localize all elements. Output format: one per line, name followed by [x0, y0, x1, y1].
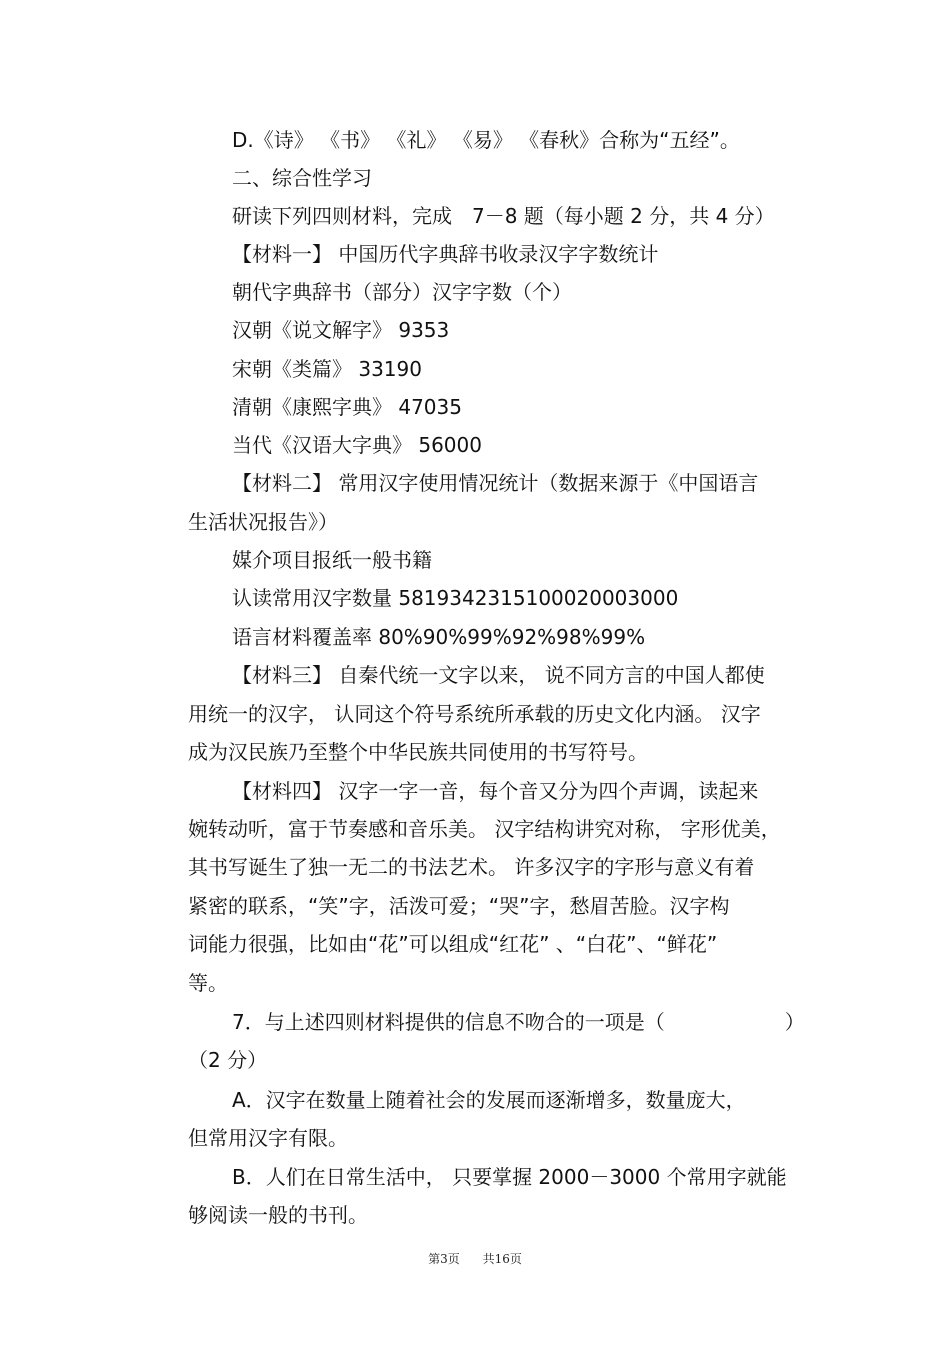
material-1-row: 汉朝《说文解字》 9353	[232, 318, 450, 342]
option-a: A．汉字在数量上随着社会的发展而逐渐增多，数量庞大，	[232, 1088, 746, 1112]
material-2-row: 语言材料覆盖率 80%90%99%92%98%99%	[232, 625, 646, 649]
material-3-text: 【材料三】 自秦代统一文字以来， 说不同方言的中国人都使	[232, 663, 765, 687]
option-b-cont: 够阅读一般的书刊。	[188, 1203, 368, 1227]
question-7-points: （2 分）	[188, 1048, 268, 1072]
material-4-text: 词能力很强，比如由“花”可以组成“红花” 、“白花”、“鲜花”	[188, 932, 718, 956]
material-1-row: 宋朝《类篇》 33190	[232, 357, 422, 381]
material-1-header: 朝代字典辞书（部分）汉字字数（个）	[232, 280, 572, 304]
option-a-cont: 但常用汉字有限。	[188, 1126, 348, 1150]
page-footer	[0, 1250, 950, 1267]
instructions: 研读下列四则材料，完成 7－8 题（每小题 2 分，共 4 分）	[232, 204, 775, 228]
material-4-text: 婉转动听，富于节奏感和音乐美。 汉字结构讲究对称， 字形优美，	[188, 817, 781, 841]
material-4-text: 等。	[188, 971, 228, 995]
material-4-text: 【材料四】 汉字一字一音，每个音又分为四个声调，读起来	[232, 779, 759, 803]
material-2-row: 认读常用汉字数量 5819342315100020003000	[232, 586, 679, 610]
material-2-row: 媒介项目报纸一般书籍	[232, 548, 432, 572]
section-heading: 二、综合性学习	[232, 166, 372, 190]
material-1-row: 清朝《康熙字典》 47035	[232, 395, 462, 419]
material-3-text: 成为汉民族乃至整个中华民族共同使用的书写符号。	[188, 740, 648, 764]
question-7: 7．与上述四则材料提供的信息不吻合的一项是（ ）	[232, 1010, 805, 1034]
option-b: B．人们在日常生活中， 只要掌握 2000－3000 个常用字就能	[232, 1165, 787, 1189]
material-4-text: 紧密的联系，“笑”字，活泼可爱；“哭”字，愁眉苦脸。汉字构	[188, 894, 730, 918]
material-2-title: 【材料二】 常用汉字使用情况统计（数据来源于《中国语言	[232, 471, 759, 495]
material-4-text: 其书写诞生了独一无二的书法艺术。 许多汉字的字形与意义有着	[188, 855, 755, 879]
page-total: 共16页	[482, 1252, 522, 1266]
material-2-title-cont: 生活状况报告》）	[188, 510, 338, 534]
option-d: D.《诗》 《书》 《礼》 《易》 《春秋》合称为“五经”。	[232, 128, 740, 152]
page-number: 第3页	[428, 1252, 460, 1266]
material-1-row: 当代《汉语大字典》 56000	[232, 433, 482, 457]
material-3-text: 用统一的汉字， 认同这个符号系统所承载的历史文化内涵。 汉字	[188, 702, 761, 726]
material-1-title: 【材料一】 中国历代字典辞书收录汉字字数统计	[232, 242, 659, 266]
